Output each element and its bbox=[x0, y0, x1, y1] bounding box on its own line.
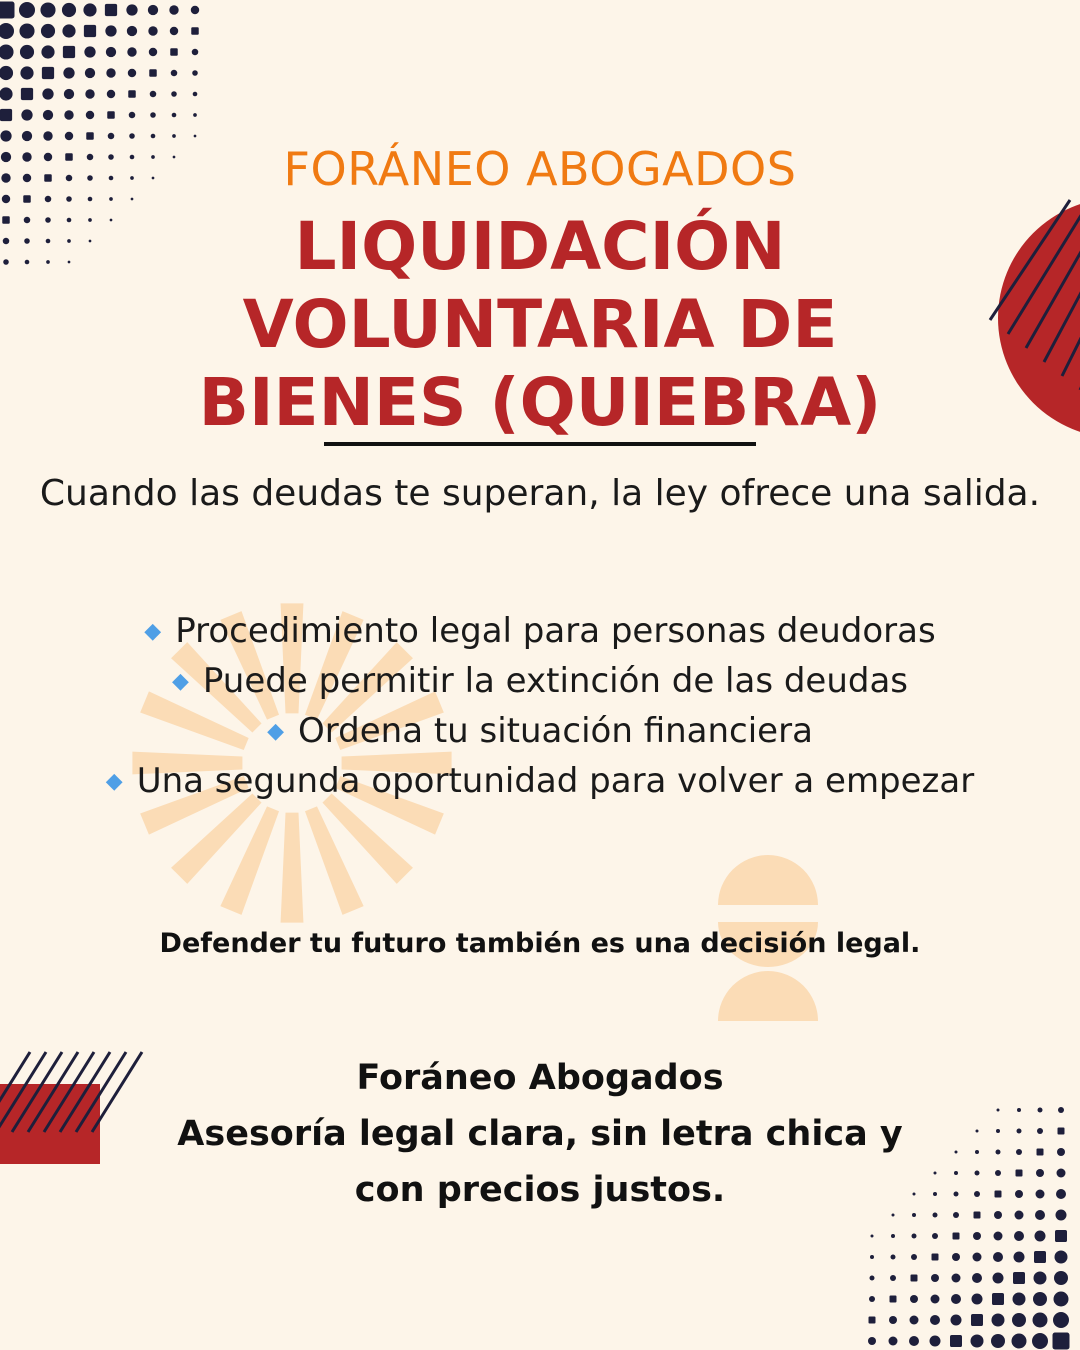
slogan-line-1: Asesoría legal clara, sin letra chica y bbox=[177, 1114, 903, 1154]
firm-name: Foráneo Abogados bbox=[356, 1058, 724, 1098]
footer-block bbox=[0, 1050, 1080, 1218]
headline-line-1: LIQUIDACIÓN bbox=[294, 208, 786, 285]
diamond-bullet-icon: ◆ bbox=[105, 769, 123, 794]
headline-line-3: BIENES (QUIEBRA) bbox=[198, 364, 882, 441]
headline-divider bbox=[324, 442, 756, 446]
benefit-text: Ordena tu situación financiera bbox=[298, 711, 813, 751]
benefit-text: Procedimiento legal para personas deudoras bbox=[175, 611, 936, 651]
headline bbox=[0, 208, 1080, 442]
diamond-bullet-icon: ◆ bbox=[171, 669, 189, 694]
list-item bbox=[0, 606, 1080, 656]
brand-name-top: FORÁNEO ABOGADOS bbox=[283, 142, 797, 196]
list-item bbox=[0, 656, 1080, 706]
list-item bbox=[0, 756, 1080, 806]
intro-text: Cuando las deudas te superan, la ley ofrece una salida. bbox=[39, 473, 1041, 514]
benefits-list bbox=[0, 606, 1080, 806]
benefit-text: Puede permitir la extinción de las deudas bbox=[202, 661, 909, 701]
slogan-line-2: con precios justos. bbox=[354, 1170, 726, 1210]
diamond-bullet-icon: ◆ bbox=[144, 619, 162, 644]
headline-line-2: VOLUNTARIA DE bbox=[242, 286, 838, 363]
list-item bbox=[0, 706, 1080, 756]
diamond-bullet-icon: ◆ bbox=[267, 719, 284, 744]
benefit-text: Una segunda oportunidad para volver a empezar bbox=[136, 761, 975, 801]
tagline: Defender tu futuro también es una decisión legal. bbox=[159, 928, 921, 959]
